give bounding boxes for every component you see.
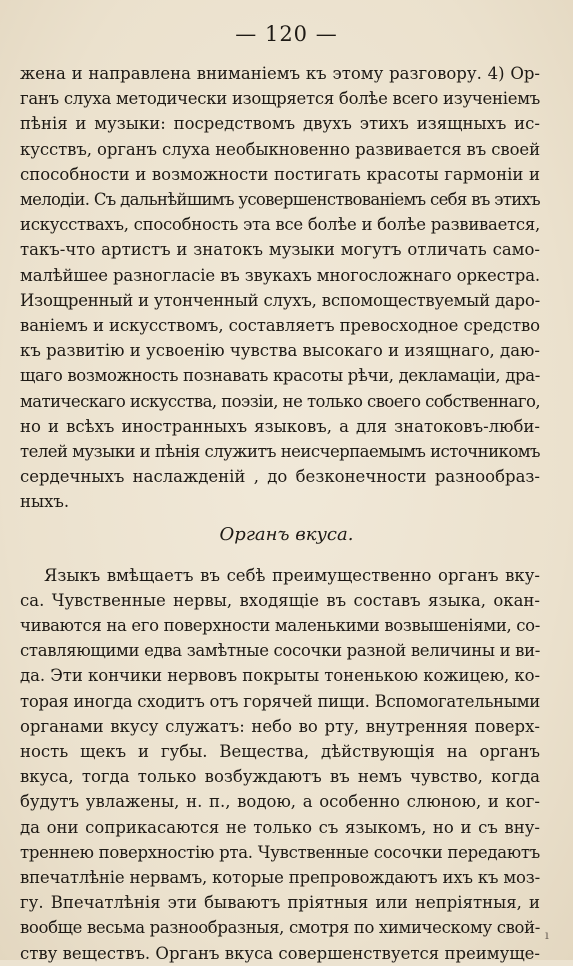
text-line: са. Чувственные нервы, входящіе въ составъ языка, окан- <box>20 590 540 610</box>
text-line: ваніемъ и искусствомъ, составляетъ превосходное средство <box>20 316 540 335</box>
text-line: гу. Впечатлѣнія эти бываютъ пріятныя или непріятныя, и <box>20 893 540 913</box>
text-line: торая иногда сходитъ отъ горячей пищи. Вспомогательными <box>20 691 540 711</box>
text-line: Изощренный и утонченный слухъ, вспомоществуемый даро- <box>20 290 540 310</box>
page-number: — 120 — <box>235 22 338 46</box>
text-line: органами вкусу служатъ: небо во рту, внутренняя поверх- <box>20 716 540 736</box>
text-line: будутъ увлажены, н. п., водою, а особенно слюною, и ког- <box>20 792 540 812</box>
text-line: способности и возможности постигать красоты гармоніи и <box>20 164 540 184</box>
text-line: треннею поверхностію рта. Чувственные сосочки передаютъ <box>20 842 540 862</box>
text-line: кусствъ, органъ слуха необыкновенно развивается въ своей <box>20 139 540 159</box>
text-line: малѣйшее разногласіе въ звукахъ многосложнаго оркестра. <box>20 265 540 285</box>
section-heading: Органъ вкуса. <box>219 523 354 545</box>
text-line: щаго возможность познавать красоты рѣчи, декламаціи, дра- <box>20 366 540 386</box>
text-line: сердечныхъ наслажденій , до безконечности разнообраз- <box>20 467 540 487</box>
text-line: ству веществъ. Органъ вкуса совершенствуется преимуще- <box>20 943 540 963</box>
text-line: но и всѣхъ иностранныхъ языковъ, а для знатоковъ-люби- <box>20 416 540 436</box>
text-line: Языкъ вмѣщаетъ въ себѣ преимущественно органъ вку- <box>44 565 540 585</box>
text-line: мелодіи. Съ дальнѣйшимъ усовершенствованіемъ себя въ этихъ <box>20 190 540 209</box>
text-line: пѣнія и музыки: посредствомъ двухъ этихъ изящныхъ ис- <box>20 114 540 134</box>
text-line: такъ-что артистъ и знатокъ музыки могутъ отличать само- <box>20 240 540 260</box>
text-line: да они соприкасаются не только съ языкомъ, но и съ вну- <box>20 817 540 837</box>
text-line: искусствахъ, способность эта все болѣе и болѣе развивается, <box>20 215 540 235</box>
stray-mark: ı <box>545 928 549 942</box>
text-line: да. Эти кончики нервовъ покрыты тоненькою кожицею, ко- <box>20 666 540 686</box>
text-line: ганъ слуха методически изощряется болѣе всего изученіемъ <box>20 89 540 109</box>
text-line: впечатлѣніе нервамъ, которые препровождаютъ ихъ къ моз- <box>20 868 540 887</box>
text-line: телей музыки и пѣнія служитъ неисчерпаемымъ источникомъ <box>20 442 540 461</box>
text-line: матическаго искусства, поэзіи, не только своего собственнаго, <box>20 391 540 411</box>
text-line: жена и направлена вниманіемъ къ этому разговору. 4) Ор- <box>20 64 540 83</box>
text-line: вообще весьма разнообразныя, смотря по химическому свой- <box>20 918 540 938</box>
text-line: ставляющими едва замѣтные сосочки разной величины и ви- <box>20 641 540 661</box>
text-line: вкуса, тогда только возбуждаютъ въ немъ чувство, когда <box>20 767 540 787</box>
text-line: къ развитію и усвоенію чувства высокаго и изящнаго, даю- <box>20 341 540 361</box>
text-line: ныхъ. <box>20 492 70 512</box>
text-line: ность щекъ и губы. Вещества, дѣйствующія на органъ <box>20 742 540 761</box>
text-line: чиваются на его поверхности маленькими возвышеніями, со- <box>20 616 540 635</box>
